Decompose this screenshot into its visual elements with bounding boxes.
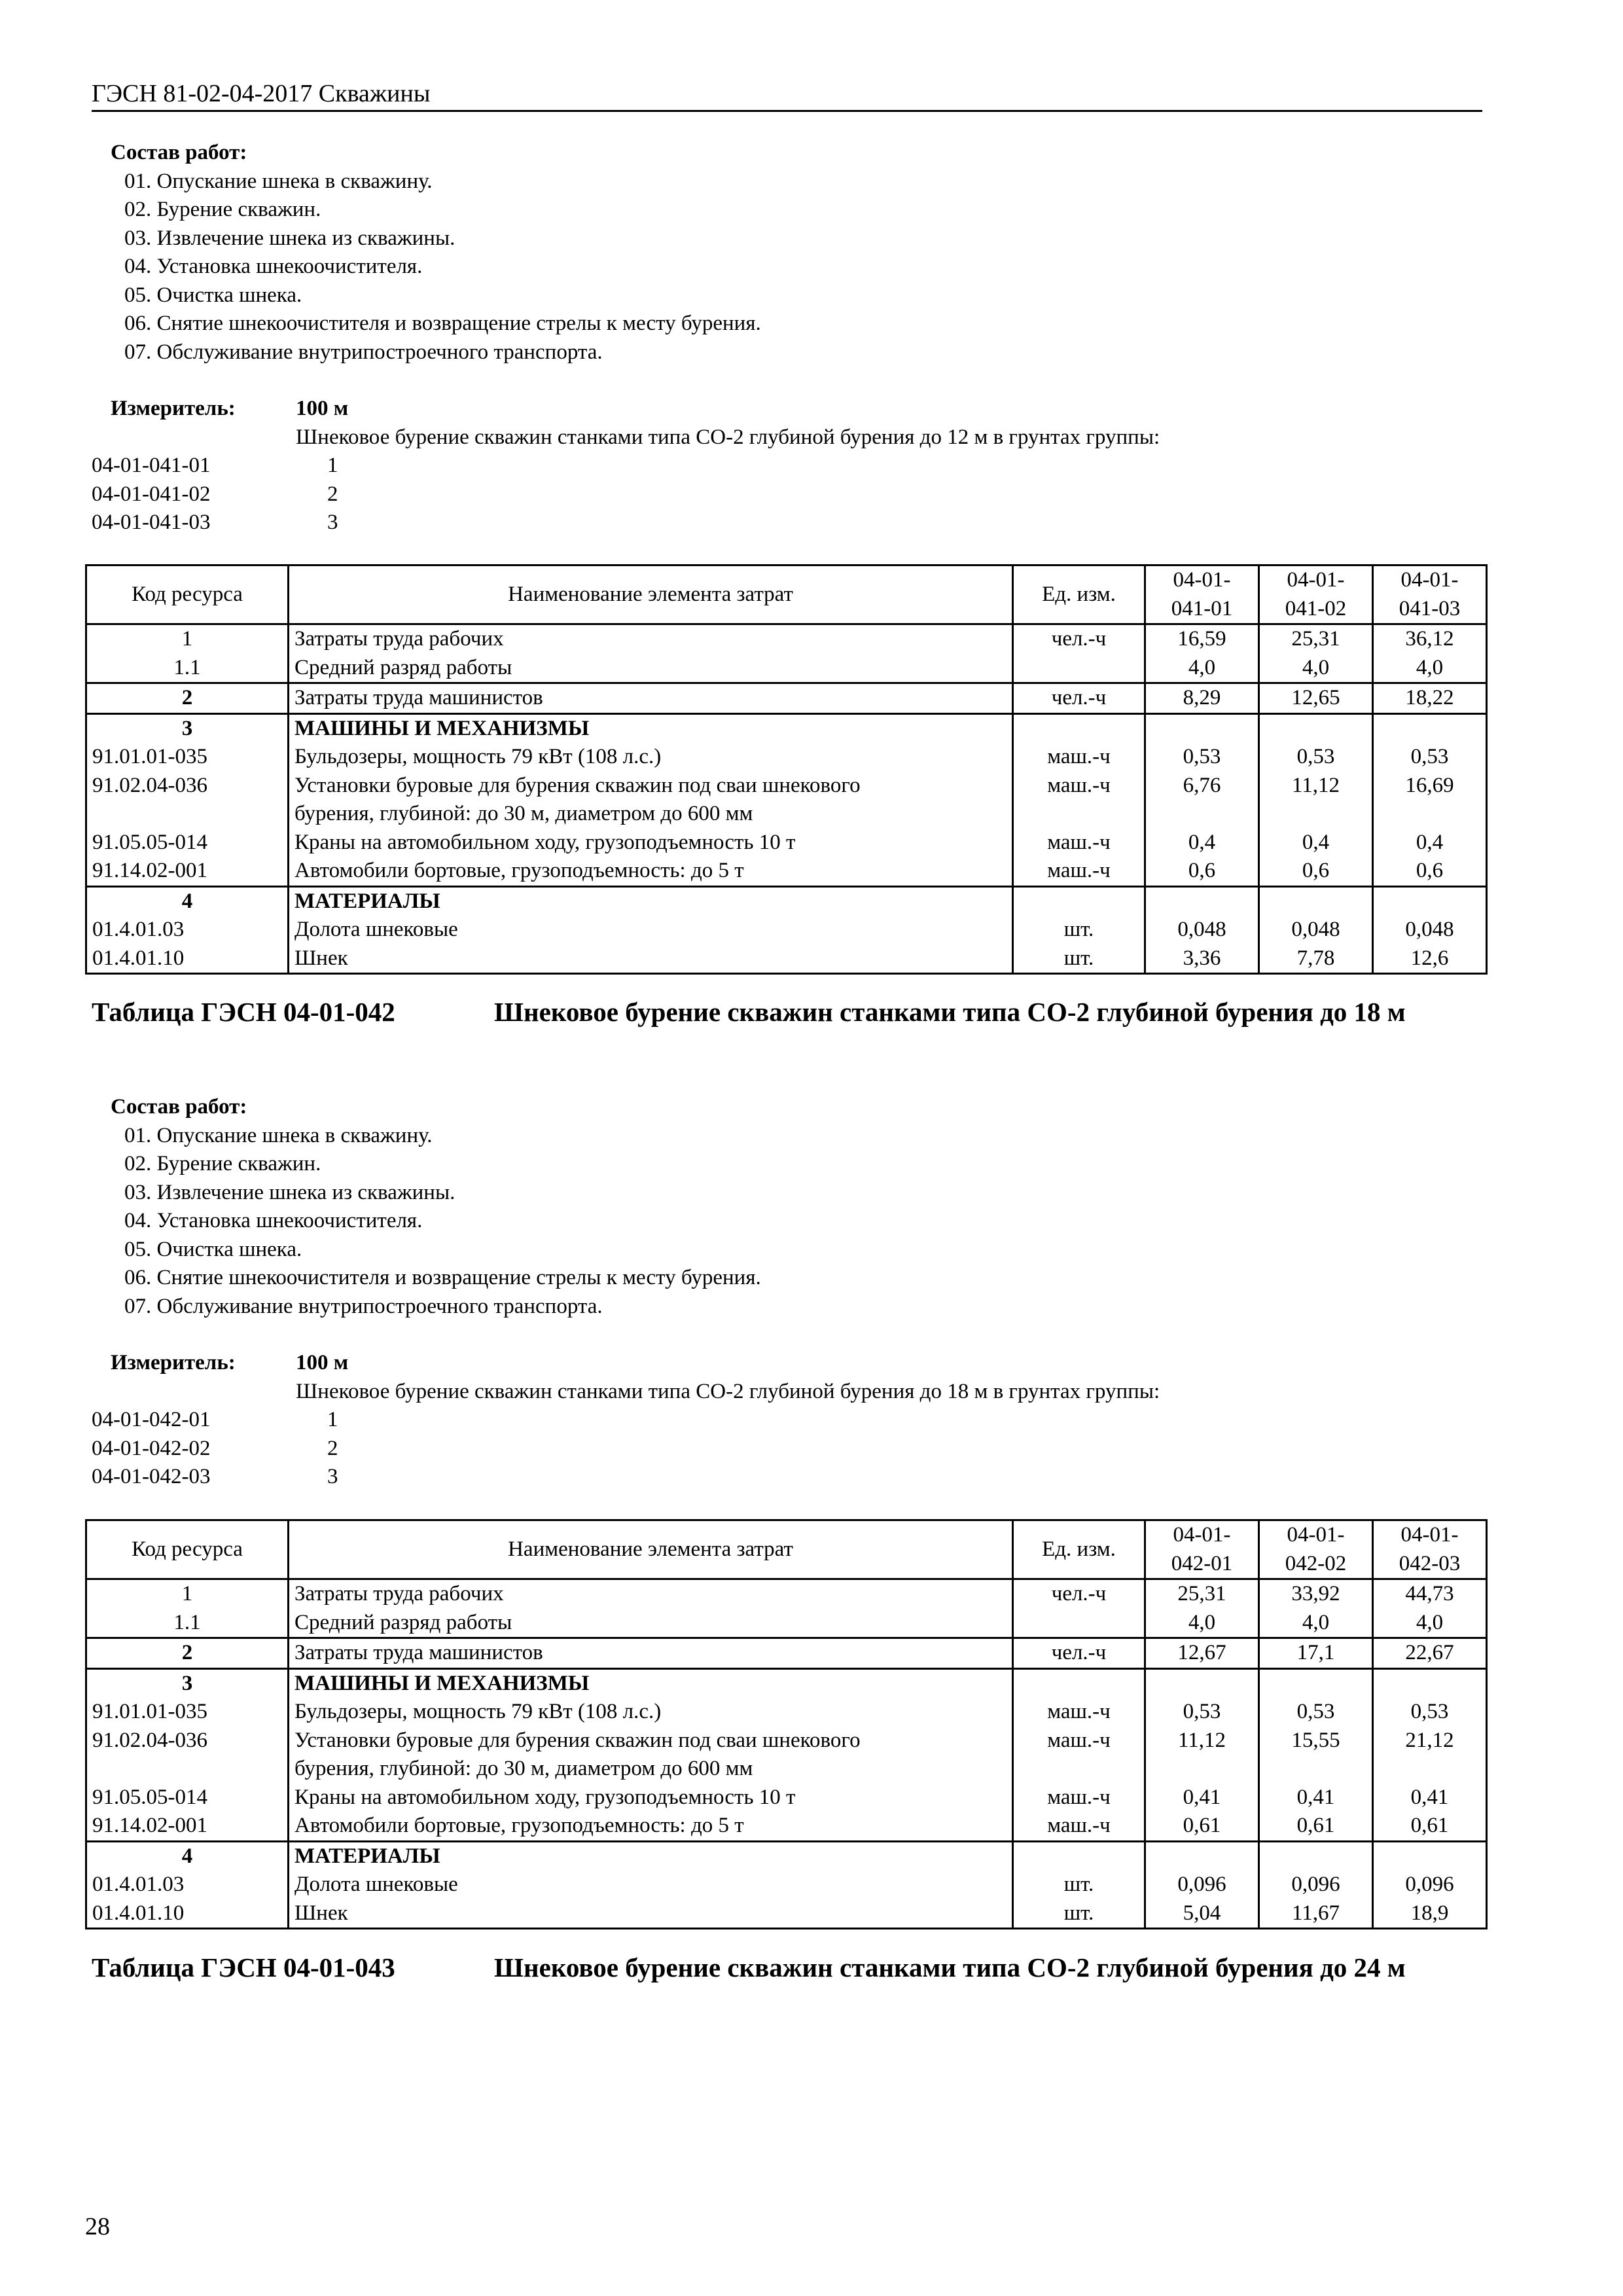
header-col-1-top: 04-01- [1173, 1523, 1231, 1547]
cell-value: 18,22 [1373, 683, 1487, 714]
meter-label: Измеритель: [111, 1351, 236, 1374]
cell-code: 01.4.01.10 [86, 944, 289, 974]
cell-value: 0,61 [1373, 1812, 1487, 1841]
table-row [86, 944, 1487, 974]
resource-table-2 [85, 1519, 1488, 1929]
cell-value: 0,53 [1373, 743, 1487, 772]
work-composition-2 [92, 1093, 1486, 1321]
cell-name-line-2: бурения, глубиной: до 30 м, диаметром до 600 мм [294, 802, 753, 825]
resource-table-1 [85, 564, 1488, 975]
cell-value [1259, 886, 1373, 916]
cell-value: 18,9 [1373, 1899, 1487, 1929]
cell-value: 36,12 [1373, 624, 1487, 654]
cell-value: 4,0 [1259, 1609, 1373, 1638]
table-description: Шнековое бурение скважин станками типа СО-2 глубиной бурения до 12 м в грунтах группы: [296, 425, 1160, 449]
meter-label: Измеритель: [111, 397, 236, 420]
cell-value: 4,0 [1373, 1609, 1487, 1638]
header-col-1 [1145, 565, 1259, 624]
code: 04-01-041-01 [92, 454, 211, 477]
section-name: МАТЕРИАЛЫ [289, 1841, 1013, 1871]
table-row [86, 1727, 1487, 1784]
cell-unit: маш.-ч [1013, 743, 1145, 772]
cell-code: 91.02.04-036 [86, 1727, 289, 1784]
cell-value [1259, 1668, 1373, 1698]
header-col-3-bottom: 042-03 [1399, 1551, 1461, 1575]
cell-value: 22,67 [1373, 1638, 1487, 1669]
code: 04-01-042-02 [92, 1436, 211, 1460]
cell-unit: чел.-ч [1013, 683, 1145, 714]
cell-code: 91.05.05-014 [86, 829, 289, 857]
work-item: 02. Бурение скважин. [124, 1152, 321, 1175]
header-code: Код ресурса [86, 565, 289, 624]
work-item: 04. Установка шнекоочистителя. [124, 255, 423, 278]
table-section-row [86, 886, 1487, 916]
header-col-3-top: 04-01- [1400, 568, 1459, 592]
cell-name: Затраты труда рабочих [289, 624, 1013, 654]
header-col-3-bottom: 041-03 [1399, 596, 1461, 620]
table-row [86, 743, 1487, 772]
table-row [86, 1609, 1487, 1638]
header-name: Наименование элемента затрат [289, 1520, 1013, 1579]
code-row [92, 480, 1486, 509]
cell-value: 0,048 [1259, 916, 1373, 944]
cell-value: 0,096 [1259, 1871, 1373, 1899]
cell-value: 0,53 [1259, 1698, 1373, 1727]
cell-unit: чел.-ч [1013, 624, 1145, 654]
table-row [86, 829, 1487, 857]
cell-unit: шт. [1013, 916, 1145, 944]
header-col-2-top: 04-01- [1287, 568, 1345, 592]
cell-value: 0,6 [1259, 857, 1373, 886]
cell-name: Бульдозеры, мощность 79 кВт (108 л.с.) [289, 1698, 1013, 1727]
cell-name: Шнек [289, 1899, 1013, 1929]
cell-value: 0,53 [1145, 743, 1259, 772]
cell-value: 11,12 [1259, 772, 1373, 829]
cell-unit: маш.-ч [1013, 1727, 1145, 1784]
cell-value: 12,67 [1145, 1638, 1259, 1669]
cell-unit [1013, 886, 1145, 916]
work-item: 03. Извлечение шнека из скважины. [124, 1180, 455, 1204]
table-row [86, 1579, 1487, 1609]
work-title: Состав работ: [111, 141, 247, 164]
meter-line [92, 395, 1486, 423]
work-item: 04. Установка шнекоочистителя. [124, 1209, 423, 1232]
header-col-1-bottom: 042-01 [1171, 1551, 1233, 1575]
page-header: ГЭСН 81-02-04-2017 Скважины [92, 77, 1482, 112]
code: 04-01-042-03 [92, 1465, 211, 1488]
cell-value: 0,096 [1373, 1871, 1487, 1899]
table-row [86, 772, 1487, 829]
cell-value: 4,0 [1259, 654, 1373, 683]
header-col-3 [1373, 565, 1487, 624]
work-title: Состав работ: [111, 1095, 247, 1119]
header-unit: Ед. изм. [1013, 565, 1145, 624]
code: 04-01-041-02 [92, 482, 211, 506]
cell-value: 16,69 [1373, 772, 1487, 829]
cell-value: 17,1 [1259, 1638, 1373, 1669]
table-title: Шнековое бурение скважин станками типа СО-2 глубиной бурения до 18 м [494, 997, 1406, 1027]
cell-code: 91.14.02-001 [86, 857, 289, 886]
section-name: МАШИНЫ И МЕХАНИЗМЫ [289, 1668, 1013, 1698]
group: 2 [327, 1436, 338, 1460]
header-name: Наименование элемента затрат [289, 565, 1013, 624]
header-code: Код ресурса [86, 1520, 289, 1579]
cell-code: 4 [86, 886, 289, 916]
table-row [86, 857, 1487, 886]
cell-unit [1013, 713, 1145, 743]
group: 3 [327, 1465, 338, 1488]
cell-value: 25,31 [1145, 1579, 1259, 1609]
cell-value: 33,92 [1259, 1579, 1373, 1609]
header-col-1-top: 04-01- [1173, 568, 1231, 592]
table-row [86, 1871, 1487, 1899]
cell-unit: маш.-ч [1013, 829, 1145, 857]
cell-value: 4,0 [1145, 1609, 1259, 1638]
measure-block-2 [92, 1349, 1486, 1492]
header-col-2 [1259, 1520, 1373, 1579]
cell-code: 3 [86, 713, 289, 743]
cell-code: 4 [86, 1841, 289, 1871]
cell-name: Краны на автомобильном ходу, грузоподъемность 10 т [289, 1784, 1013, 1812]
cell-value [1373, 713, 1487, 743]
cell-name: Краны на автомобильном ходу, грузоподъемность 10 т [289, 829, 1013, 857]
cell-value: 0,4 [1259, 829, 1373, 857]
table-row [86, 1899, 1487, 1929]
cell-value: 0,4 [1373, 829, 1487, 857]
cell-unit: шт. [1013, 1871, 1145, 1899]
cell-name: Долота шнековые [289, 916, 1013, 944]
table-number: Таблица ГЭСН 04-01-042 [92, 997, 395, 1027]
work-item: 07. Обслуживание внутрипостроечного транспорта. [124, 340, 603, 364]
cell-name-line-2: бурения, глубиной: до 30 м, диаметром до 600 мм [294, 1757, 753, 1780]
cell-value: 4,0 [1145, 654, 1259, 683]
table-section-row [86, 1668, 1487, 1698]
cell-value: 0,048 [1145, 916, 1259, 944]
code-row [92, 1435, 1486, 1463]
cell-unit [1013, 1668, 1145, 1698]
cell-value: 15,55 [1259, 1727, 1373, 1784]
cell-code: 01.4.01.10 [86, 1899, 289, 1929]
cell-unit: шт. [1013, 1899, 1145, 1929]
table-header-row [86, 565, 1487, 624]
meter-value: 100 м [296, 397, 349, 420]
group: 1 [327, 454, 338, 477]
cell-unit: маш.-ч [1013, 1784, 1145, 1812]
cell-name: Средний разряд работы [289, 1609, 1013, 1638]
cell-code: 91.01.01-035 [86, 1698, 289, 1727]
header-col-2-bottom: 042-02 [1285, 1551, 1347, 1575]
header-col-1 [1145, 1520, 1259, 1579]
cell-unit: чел.-ч [1013, 1638, 1145, 1669]
cell-value: 16,59 [1145, 624, 1259, 654]
header-col-3 [1373, 1520, 1487, 1579]
cell-value: 44,73 [1373, 1579, 1487, 1609]
cell-value [1145, 713, 1259, 743]
table-section-row [86, 1841, 1487, 1871]
cell-unit: маш.-ч [1013, 1698, 1145, 1727]
cell-value: 4,0 [1373, 654, 1487, 683]
cell-value [1145, 886, 1259, 916]
cell-value: 0,096 [1145, 1871, 1259, 1899]
cell-name [289, 772, 1013, 829]
table-row [86, 1698, 1487, 1727]
cell-code: 1.1 [86, 654, 289, 683]
group: 1 [327, 1408, 338, 1431]
cell-name-line-1: Установки буровые для бурения скважин под сваи шнекового [294, 773, 861, 797]
cell-value: 0,61 [1259, 1812, 1373, 1841]
table-heading-2 [92, 995, 1486, 1064]
cell-code: 1.1 [86, 1609, 289, 1638]
cell-value [1259, 713, 1373, 743]
work-item: 07. Обслуживание внутрипостроечного транспорта. [124, 1294, 603, 1318]
header-col-2 [1259, 565, 1373, 624]
cell-name: Средний разряд работы [289, 654, 1013, 683]
code-row [92, 1406, 1486, 1435]
table-row [86, 916, 1487, 944]
cell-name: Автомобили бортовые, грузоподъемность: до 5 т [289, 857, 1013, 886]
cell-unit [1013, 1609, 1145, 1638]
cell-name: Затраты труда машинистов [289, 1638, 1013, 1669]
code: 04-01-042-01 [92, 1408, 211, 1431]
cell-code: 91.02.04-036 [86, 772, 289, 829]
cell-code: 01.4.01.03 [86, 916, 289, 944]
header-col-2-top: 04-01- [1287, 1523, 1345, 1547]
cell-value: 0,41 [1373, 1784, 1487, 1812]
cell-value: 7,78 [1259, 944, 1373, 974]
work-item: 01. Опускание шнека в скважину. [124, 169, 433, 193]
cell-value: 21,12 [1373, 1727, 1487, 1784]
work-item: 05. Очистка шнека. [124, 1237, 302, 1261]
code-row [92, 1463, 1486, 1492]
cell-value: 0,61 [1145, 1812, 1259, 1841]
meter-value: 100 м [296, 1351, 349, 1374]
cell-value: 0,048 [1373, 916, 1487, 944]
cell-unit: шт. [1013, 944, 1145, 974]
cell-value [1145, 1841, 1259, 1871]
cell-name: Затраты труда машинистов [289, 683, 1013, 714]
page-number: 28 [85, 2213, 110, 2240]
table-description: Шнековое бурение скважин станками типа СО-2 глубиной бурения до 18 м в грунтах группы: [296, 1379, 1160, 1403]
cell-code: 01.4.01.03 [86, 1871, 289, 1899]
cell-value: 0,53 [1145, 1698, 1259, 1727]
work-item: 01. Опускание шнека в скважину. [124, 1123, 433, 1147]
work-composition-1 [92, 139, 1486, 367]
cell-code: 3 [86, 1668, 289, 1698]
cell-name: Шнек [289, 944, 1013, 974]
cell-code: 1 [86, 1579, 289, 1609]
code: 04-01-041-03 [92, 511, 211, 534]
table-section-row [86, 713, 1487, 743]
header-col-2-bottom: 041-02 [1285, 596, 1347, 620]
table-heading-3 [92, 1950, 1486, 2020]
cell-value [1373, 1841, 1487, 1871]
table-row [86, 624, 1487, 654]
cell-value: 0,41 [1259, 1784, 1373, 1812]
cell-value: 0,41 [1145, 1784, 1259, 1812]
cell-value: 0,4 [1145, 829, 1259, 857]
cell-value [1259, 1841, 1373, 1871]
cell-name: Бульдозеры, мощность 79 кВт (108 л.с.) [289, 743, 1013, 772]
cell-value: 6,76 [1145, 772, 1259, 829]
cell-unit [1013, 654, 1145, 683]
group: 3 [327, 511, 338, 534]
meter-line [92, 1349, 1486, 1378]
header-unit: Ед. изм. [1013, 1520, 1145, 1579]
cell-code: 91.14.02-001 [86, 1812, 289, 1841]
cell-unit: чел.-ч [1013, 1579, 1145, 1609]
work-item: 02. Бурение скважин. [124, 198, 321, 221]
cell-unit [1013, 1841, 1145, 1871]
cell-value: 0,6 [1145, 857, 1259, 886]
section-name: МАТЕРИАЛЫ [289, 886, 1013, 916]
table-row [86, 683, 1487, 714]
cell-value: 12,65 [1259, 683, 1373, 714]
section-name: МАШИНЫ И МЕХАНИЗМЫ [289, 713, 1013, 743]
cell-value: 0,6 [1373, 857, 1487, 886]
work-item: 06. Снятие шнекоочистителя и возвращение стрелы к месту бурения. [124, 312, 761, 335]
cell-value: 0,53 [1259, 743, 1373, 772]
cell-value [1373, 1668, 1487, 1698]
group: 2 [327, 482, 338, 506]
cell-code: 91.05.05-014 [86, 1784, 289, 1812]
work-item: 05. Очистка шнека. [124, 283, 302, 307]
table-header-row [86, 1520, 1487, 1579]
cell-value [1373, 886, 1487, 916]
table-row [86, 1784, 1487, 1812]
cell-code: 2 [86, 1638, 289, 1669]
header-col-3-top: 04-01- [1400, 1523, 1459, 1547]
cell-value: 12,6 [1373, 944, 1487, 974]
cell-code: 1 [86, 624, 289, 654]
cell-name: Автомобили бортовые, грузоподъемность: до 5 т [289, 1812, 1013, 1841]
cell-name: Затраты труда рабочих [289, 1579, 1013, 1609]
table-number: Таблица ГЭСН 04-01-043 [92, 1952, 395, 1982]
work-item: 03. Извлечение шнека из скважины. [124, 226, 455, 250]
table-title: Шнековое бурение скважин станками типа СО-2 глубиной бурения до 24 м [494, 1952, 1406, 1982]
table-row [86, 1638, 1487, 1669]
cell-code: 2 [86, 683, 289, 714]
cell-value: 25,31 [1259, 624, 1373, 654]
cell-value: 3,36 [1145, 944, 1259, 974]
work-item: 06. Снятие шнекоочистителя и возвращение стрелы к месту бурения. [124, 1266, 761, 1289]
header-col-1-bottom: 041-01 [1171, 596, 1233, 620]
cell-value: 0,53 [1373, 1698, 1487, 1727]
cell-value: 5,04 [1145, 1899, 1259, 1929]
cell-unit: маш.-ч [1013, 857, 1145, 886]
cell-name: Долота шнековые [289, 1871, 1013, 1899]
cell-value [1145, 1668, 1259, 1698]
cell-value: 8,29 [1145, 683, 1259, 714]
code-row [92, 509, 1486, 537]
cell-name-line-1: Установки буровые для бурения скважин под сваи шнекового [294, 1728, 861, 1752]
cell-unit: маш.-ч [1013, 772, 1145, 829]
cell-unit: маш.-ч [1013, 1812, 1145, 1841]
cell-value: 11,12 [1145, 1727, 1259, 1784]
cell-value: 11,67 [1259, 1899, 1373, 1929]
table-row [86, 654, 1487, 683]
table-row [86, 1812, 1487, 1841]
cell-code: 91.01.01-035 [86, 743, 289, 772]
code-row [92, 452, 1486, 480]
measure-block-1 [92, 395, 1486, 537]
cell-name [289, 1727, 1013, 1784]
